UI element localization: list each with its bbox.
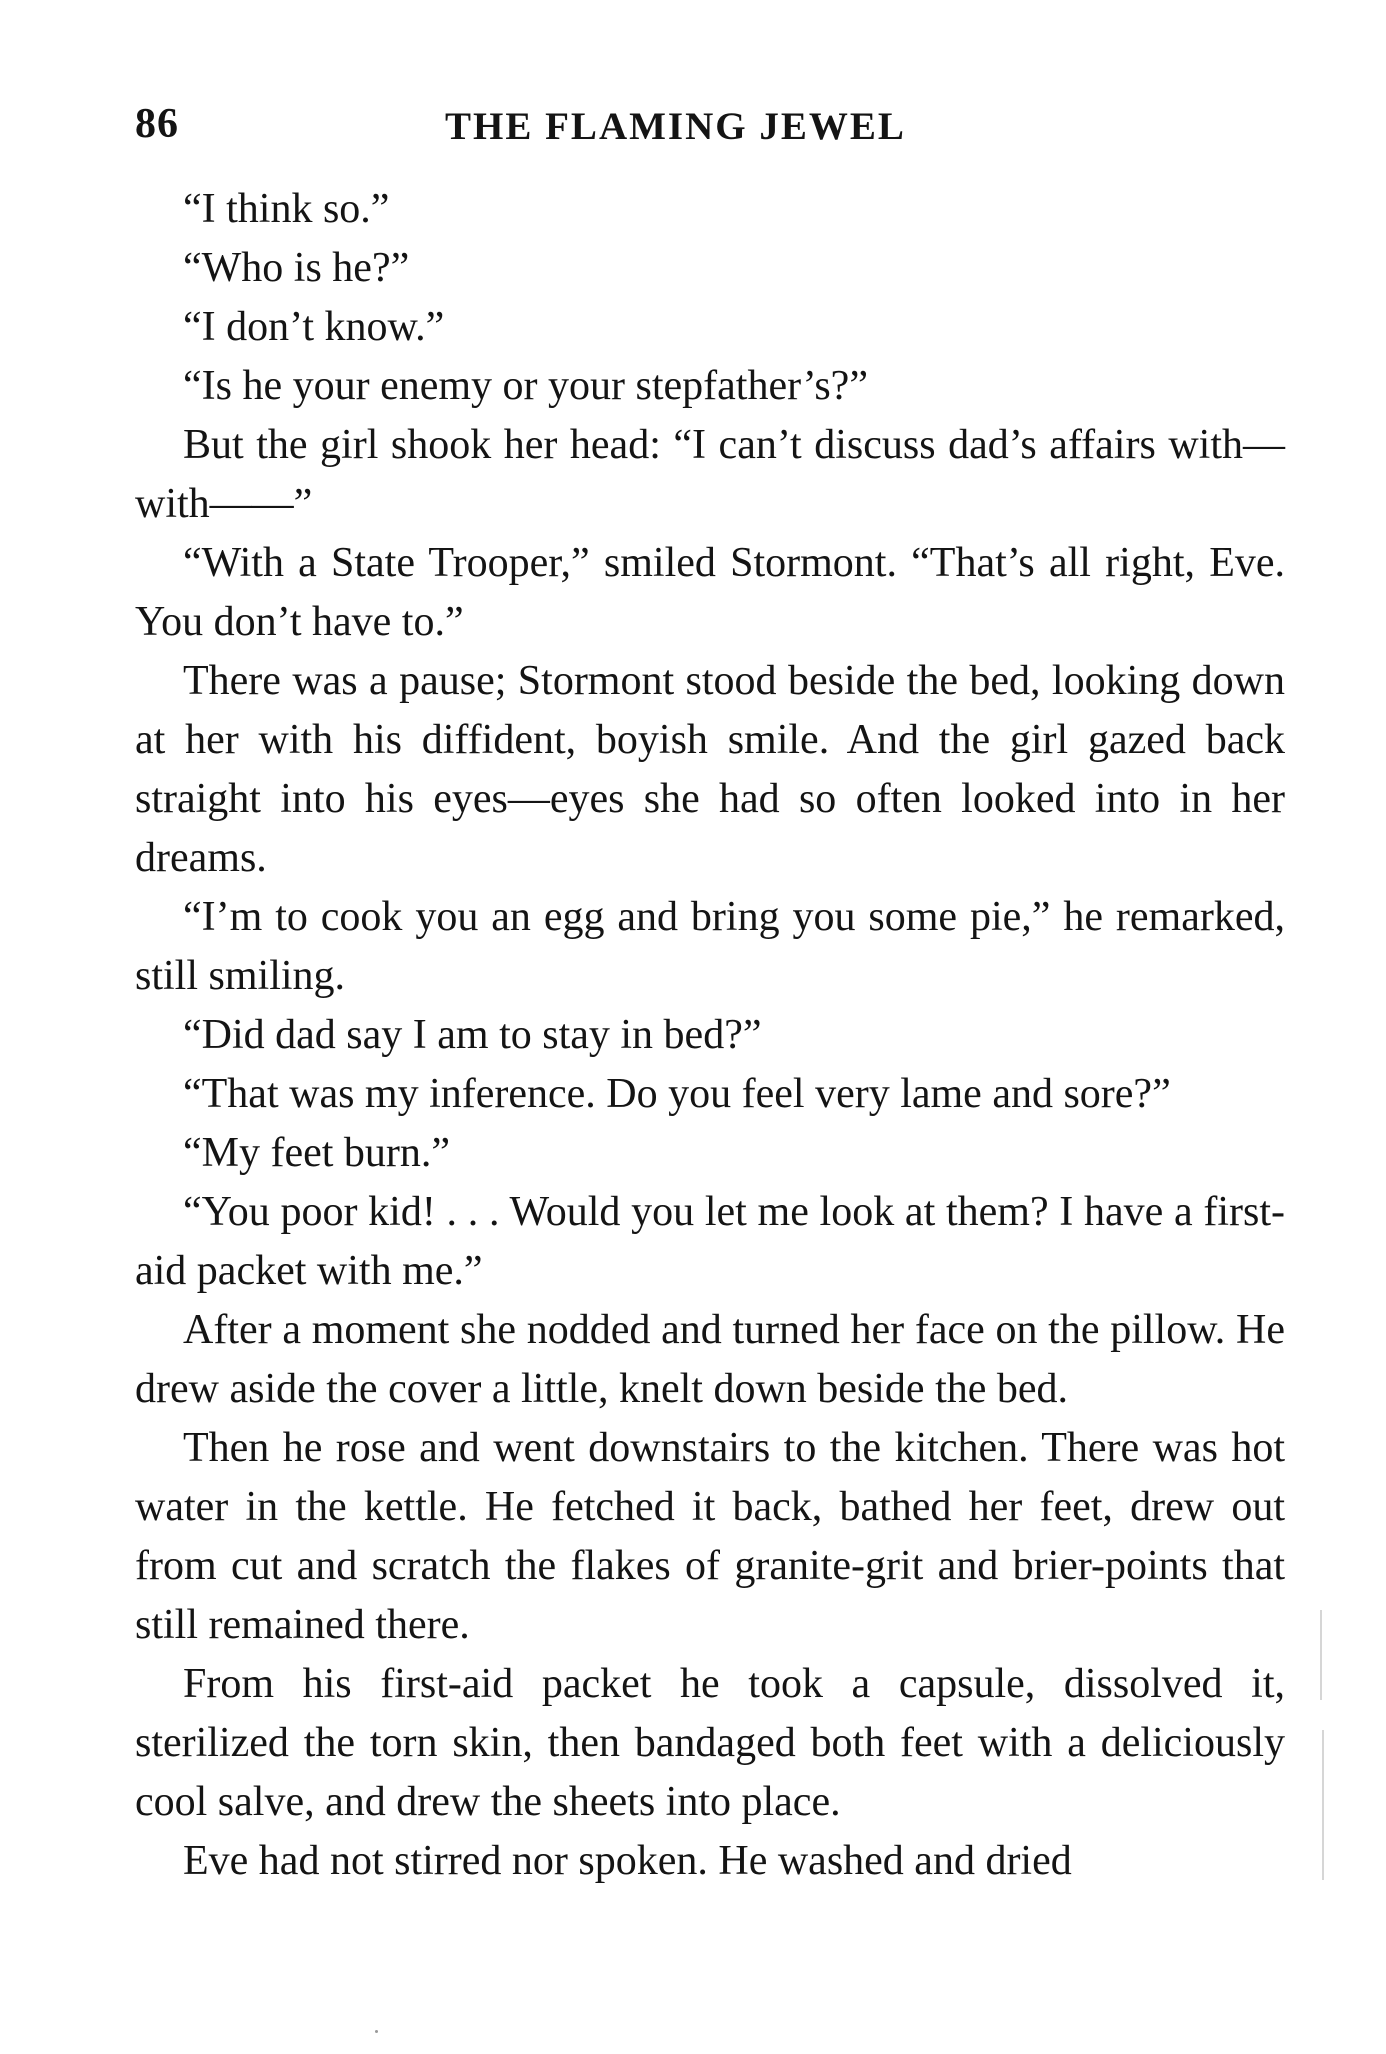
paragraph: “Who is he?”	[183, 245, 410, 291]
paragraph: After a moment she nodded and turned her face on the pillow. He drew aside the cover a little, knelt down beside the bed.	[135, 1307, 1285, 1412]
paragraph: “That was my inference. Do you feel very lame and sore?”	[183, 1071, 1171, 1117]
paragraph: Then he rose and went downstairs to the kitchen. There was hot water in the kettle. He fetched it back, bathed her feet, drew out from cut and scratch the flakes of granite-grit and brier-points that still remained there.	[135, 1425, 1285, 1648]
paragraph: Eve had not stirred nor spoken. He washed and dried	[183, 1838, 1072, 1884]
paragraph: “Did dad say I am to stay in bed?”	[183, 1012, 762, 1058]
paragraph: “My feet burn.”	[183, 1130, 451, 1176]
paragraph: But the girl shook her head: “I can’t discuss dad’s affairs with—with——”	[135, 422, 1285, 527]
paragraph: “I think so.”	[183, 186, 390, 232]
scan-edge-mark	[1322, 1730, 1324, 1880]
paragraph: “I’m to cook you an egg and bring you some pie,” he remarked, still smiling.	[135, 894, 1285, 999]
body-text	[135, 180, 1285, 1891]
page-number: 86	[135, 101, 179, 147]
book-title: THE FLAMING JEWEL	[445, 105, 906, 148]
paragraph: “You poor kid! . . . Would you let me look at them? I have a first-aid packet with me.”	[135, 1189, 1285, 1294]
running-head	[135, 100, 1285, 160]
scan-speck	[375, 2030, 378, 2033]
scan-edge-mark	[1320, 1610, 1322, 1700]
paragraph: There was a pause; Stormont stood beside the bed, looking down at her with his diffident, boyish smile. And the girl gazed back straight into his eyes—eyes she had so often looked into in her dreams.	[135, 658, 1285, 881]
paragraph: “I don’t know.”	[183, 304, 445, 350]
paragraph: “Is he your enemy or your stepfather’s?”	[183, 363, 868, 409]
paragraph: From his first-aid packet he took a capsule, dissolved it, sterilized the torn skin, then bandaged both feet with a deliciously cool salve, and drew the sheets into place.	[135, 1661, 1285, 1825]
paragraph: “With a State Trooper,” smiled Stormont. “That’s all right, Eve. You don’t have to.”	[135, 540, 1285, 645]
